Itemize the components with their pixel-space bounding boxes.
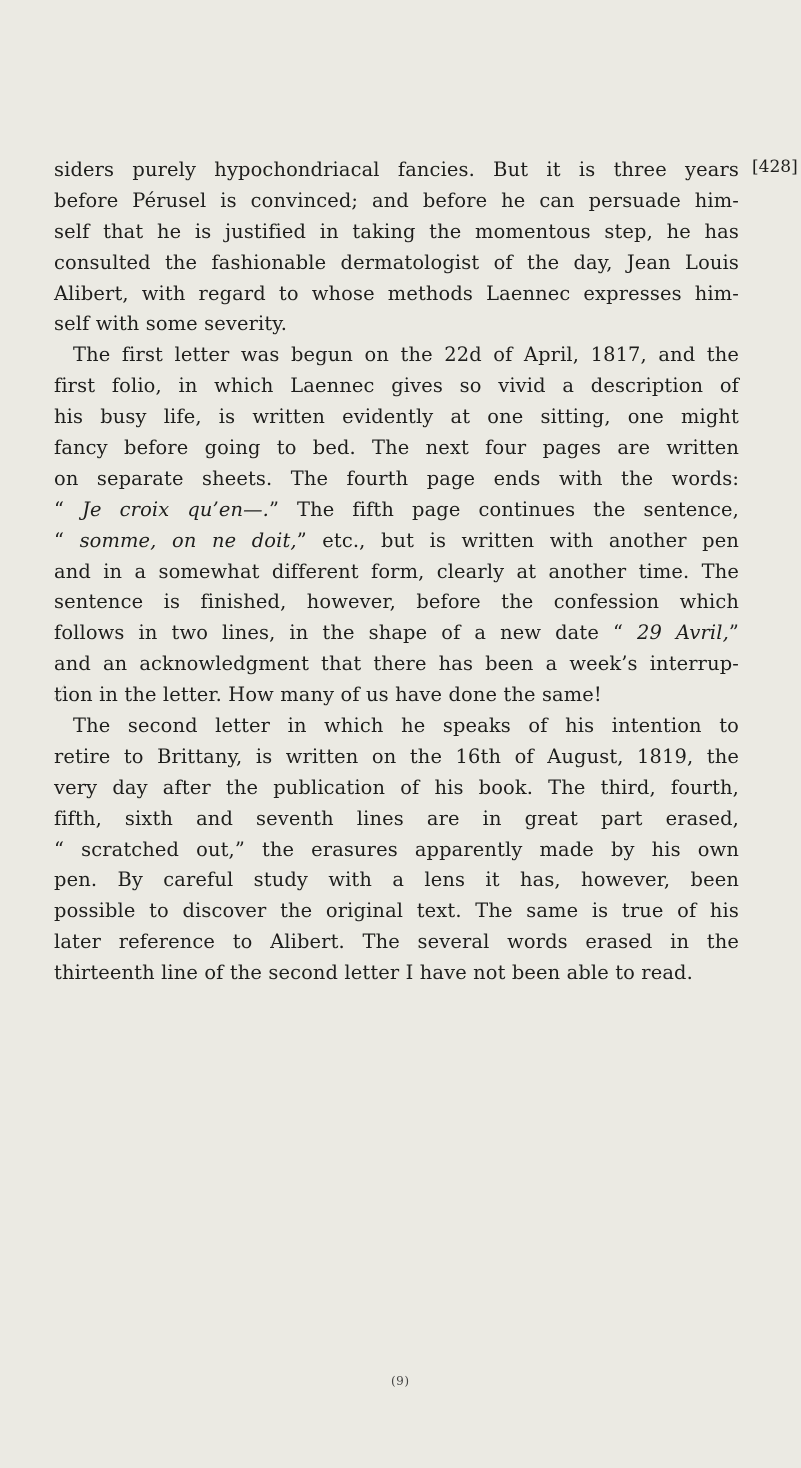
text-segment: before Pérusel is convinced; and before he can persuade him- <box>54 188 739 212</box>
text-line <box>54 557 739 588</box>
text-segment: thirteenth line of the second letter I have not been able to read. <box>54 961 693 985</box>
text-line <box>54 248 739 279</box>
text-line <box>54 773 739 804</box>
body-text <box>54 155 739 989</box>
text-segment: “ <box>54 497 83 521</box>
text-segment: Alibert, with regard to whose methods Laennec expresses him- <box>54 281 739 305</box>
text-line <box>54 711 739 742</box>
text-segment: possible to discover the original text. The same is true of his <box>54 899 739 923</box>
text-line <box>54 371 739 402</box>
text-segment: “ <box>54 528 80 552</box>
text-line <box>54 804 739 835</box>
text-segment: ” <box>728 621 739 645</box>
italic-segment: somme, on ne doit, <box>79 528 297 552</box>
text-segment: ” The fifth page continues the sentence, <box>268 497 739 521</box>
text-segment: and an acknowledgment that there has been a week’s interrup- <box>54 652 739 676</box>
text-segment: siders purely hypochondriacal fancies. But it is three years <box>54 158 739 181</box>
text-segment: “ scratched out,” the erasures apparently made by his own <box>54 837 739 861</box>
text-line <box>54 526 739 557</box>
text-segment: on separate sheets. The fourth page ends with the words: <box>54 466 739 490</box>
text-line <box>54 402 739 433</box>
text-line <box>54 309 739 340</box>
text-line <box>54 155 739 186</box>
text-segment: his busy life, is written evidently at one sitting, one might <box>54 405 739 429</box>
text-line <box>54 927 739 958</box>
text-line <box>54 680 739 711</box>
text-line <box>54 835 739 866</box>
text-segment: very day after the publication of his book. The third, fourth, <box>54 775 739 799</box>
text-segment: self with some severity. <box>54 312 288 336</box>
text-segment: later reference to Alibert. The several words erased in the <box>54 930 739 954</box>
text-segment: retire to Brittany, is written on the 16th of August, 1819, the <box>54 744 739 768</box>
text-line <box>54 186 739 217</box>
text-segment: and in a somewhat different form, clearly at another time. The <box>54 559 739 583</box>
text-line <box>54 618 739 649</box>
text-segment: The second letter in which he speaks of his intention to <box>73 714 739 738</box>
text-line <box>54 742 739 773</box>
margin-page-reference: [428] <box>752 157 798 177</box>
text-line <box>54 495 739 526</box>
text-segment: The first letter was begun on the 22d of April, 1817, and the <box>73 343 739 367</box>
text-segment: tion in the letter. How many of us have done the same! <box>54 683 602 707</box>
text-line <box>54 865 739 896</box>
text-segment: fancy before going to bed. The next four pages are written <box>54 436 739 460</box>
text-line <box>54 340 739 371</box>
text-line <box>54 464 739 495</box>
text-line <box>54 958 739 989</box>
text-segment: self that he is justified in taking the momentous step, he has <box>54 219 739 243</box>
text-segment: pen. By careful study with a lens it has, however, been <box>54 868 739 892</box>
text-line <box>54 587 739 618</box>
text-line <box>54 896 739 927</box>
text-segment: consulted the fashionable dermatologist of the day, Jean Louis <box>54 250 739 274</box>
italic-segment: 29 Avril, <box>637 621 729 645</box>
text-segment: ” etc., but is written with another pen <box>296 528 739 552</box>
text-line <box>54 217 739 248</box>
text-line <box>54 433 739 464</box>
italic-segment: Je croix qu’en—. <box>82 497 269 521</box>
text-segment: follows in two lines, in the shape of a new date “ <box>54 621 638 645</box>
text-line <box>54 279 739 310</box>
text-segment: sentence is finished, however, before the confession which <box>54 590 739 614</box>
text-segment: fifth, sixth and seventh lines are in great part erased, <box>54 806 739 830</box>
text-line <box>54 649 739 680</box>
text-segment: first folio, in which Laennec gives so vivid a description of <box>54 374 739 398</box>
folio-number: (9) <box>391 1374 410 1388</box>
